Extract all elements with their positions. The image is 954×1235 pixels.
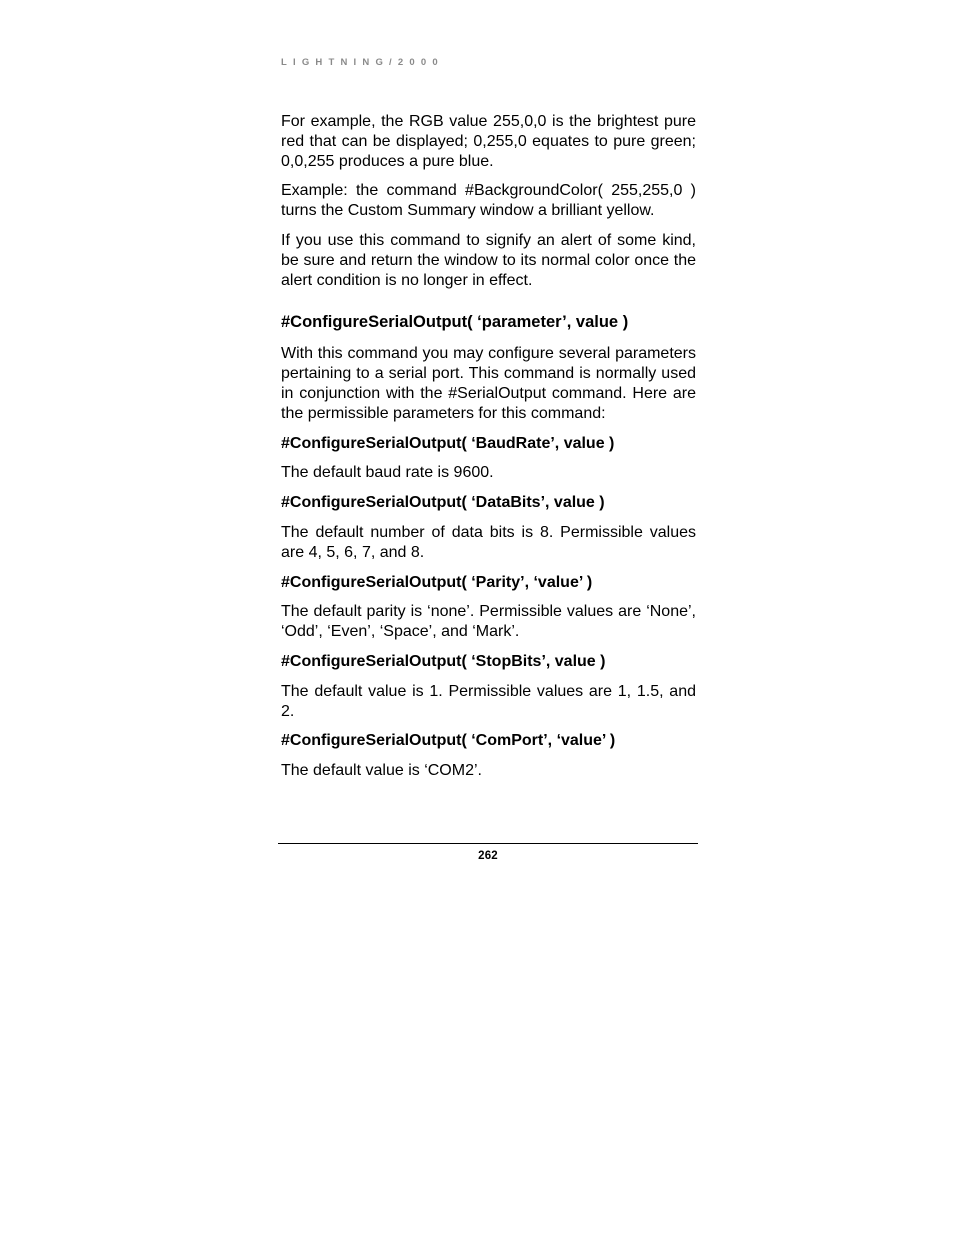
param-text-stopbits: The default value is 1. Permissible values are 1, 1.5, and 2. [281, 682, 696, 720]
param-heading-stopbits: #ConfigureSerialOutput( ‘StopBits’, value ) [281, 652, 606, 670]
intro-paragraph-rgb: For example, the RGB value 255,0,0 is the brightest pure red that can be displayed; 0,255,0 equates to pure green; 0,0,255 produces a pure blue. [281, 113, 696, 170]
param-heading-comport: #ConfigureSerialOutput( ‘ComPort’, ‘value’ ) [281, 732, 616, 750]
param-text-parity: The default parity is ‘none’. Permissible values are ‘None’, ‘Odd’, ‘Even’, ‘Space’, and ‘Mark’. [281, 603, 696, 641]
running-header: LIGHTNING/2000 [281, 57, 444, 68]
param-text-baudrate: The default baud rate is 9600. [281, 464, 494, 482]
page-body [281, 112, 696, 791]
intro-paragraph-example: Example: the command #BackgroundColor( 255,255,0 ) turns the Custom Summary window a brilliant yellow. [281, 182, 696, 220]
page-number: 262 [478, 850, 498, 862]
section-description: With this command you may configure several parameters pertaining to a serial port. This command is normally used in conjunction with the #SerialOutput command. Here are the permissible parameters for this command: [281, 345, 696, 422]
param-heading-baudrate: #ConfigureSerialOutput( ‘BaudRate’, value ) [281, 434, 615, 452]
param-text-comport: The default value is ‘COM2’. [281, 762, 482, 780]
param-heading-parity: #ConfigureSerialOutput( ‘Parity’, ‘value’ ) [281, 573, 593, 591]
intro-paragraph-alert: If you use this command to signify an alert of some kind, be sure and return the window to its normal color once the alert condition is no longer in effect. [281, 231, 696, 289]
param-text-databits: The default number of data bits is 8. Permissible values are 4, 5, 6, 7, and 8. [281, 523, 696, 561]
section-heading: #ConfigureSerialOutput( ‘parameter’, value ) [281, 313, 629, 332]
param-heading-databits: #ConfigureSerialOutput( ‘DataBits’, value ) [281, 494, 605, 512]
footer-divider [278, 843, 698, 844]
